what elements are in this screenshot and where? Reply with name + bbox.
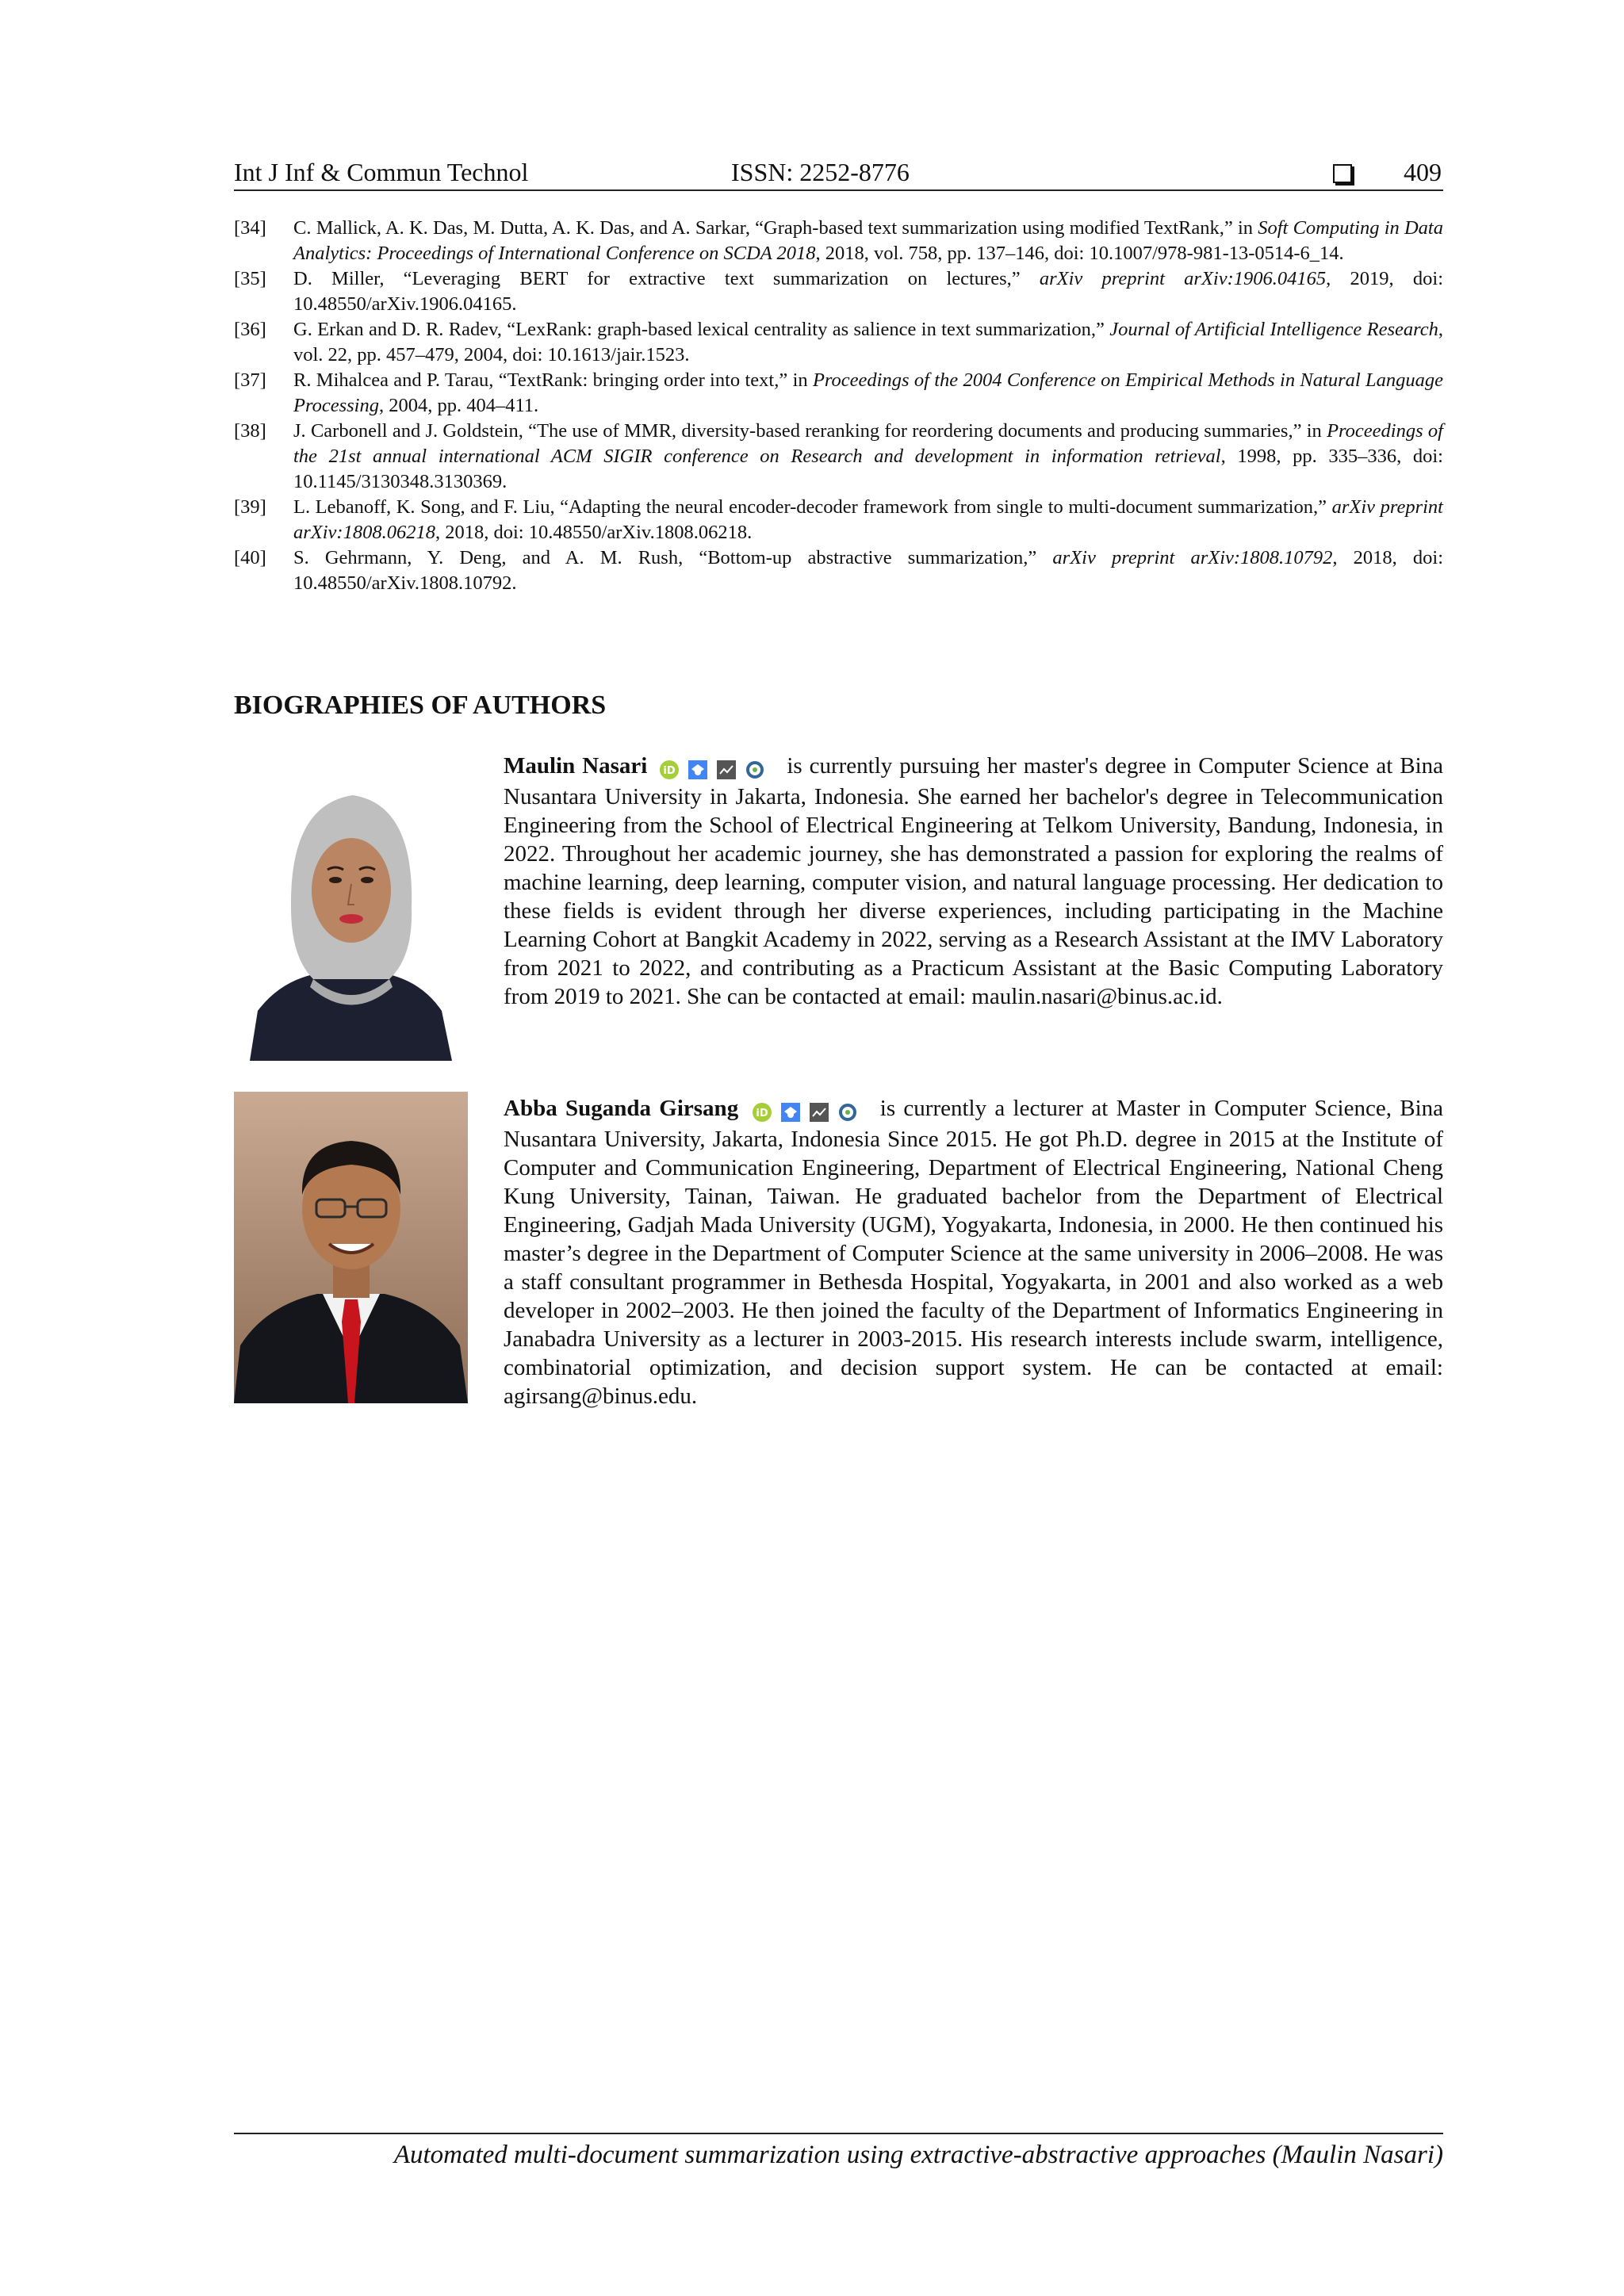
reference-number: [35] [234, 268, 266, 289]
reference-entry [234, 266, 1443, 317]
reference-text [293, 495, 1443, 545]
reference-segment: R. Mihalcea and P. Tarau, “TextRank: bringing order into text,” in [293, 369, 813, 391]
reference-text [293, 216, 1443, 266]
google-scholar-icon[interactable] [780, 1102, 801, 1123]
page-number: 409 [1404, 158, 1442, 186]
svg-text:iD: iD [755, 1108, 768, 1120]
reference-segment: D. Miller, “Leveraging BERT for extractive text summarization on lectures,” [293, 268, 1040, 289]
profile-badges [659, 754, 773, 783]
reference-entry [234, 317, 1443, 368]
reference-text [293, 266, 1443, 317]
orcid-icon[interactable] [659, 760, 680, 780]
issn: ISSN: 2252-8776 [731, 158, 910, 186]
biographies-heading: BIOGRAPHIES OF AUTHORS [234, 691, 607, 720]
reference-text [293, 317, 1443, 368]
svg-text:iD: iD [663, 765, 676, 778]
reference-number: [36] [234, 319, 266, 340]
author-name: Maulin Nasari [504, 753, 648, 779]
reference-segment: , vol. 22, pp. 457–479, 2004, doi: 10.1613/jair.1523. [293, 319, 1443, 365]
publons-icon[interactable] [745, 760, 765, 780]
checkbox-square-icon [1333, 164, 1352, 183]
author-photo-abba-suganda-girsang [234, 1092, 468, 1403]
reference-venue: arXiv preprint arXiv:1808.06218 [293, 496, 1443, 543]
reference-entry [234, 216, 1443, 266]
running-header [234, 155, 1443, 191]
reference-venue: Journal of Artificial Intelligence Research [1109, 319, 1438, 340]
reference-entry [234, 495, 1443, 545]
reference-text [293, 545, 1443, 596]
reference-segment: , 2004, pp. 404–411. [378, 395, 539, 416]
reference-venue: arXiv preprint arXiv:1906.04165 [1039, 268, 1327, 289]
reference-venue: Proceedings of the 2004 Conference on Empirical Methods in Natural Language Processing [293, 369, 1443, 416]
reference-entry [234, 368, 1443, 419]
bio-paragraph [504, 752, 1443, 1011]
reference-segment: , 2018, doi: 10.48550/arXiv.1808.10792. [293, 547, 1443, 594]
reference-segment: , 2018, doi: 10.48550/arXiv.1808.06218. [435, 522, 753, 543]
reference-segment: L. Lebanoff, K. Song, and F. Liu, “Adapting the neural encoder-decoder framework from single to multi-document summarization,” [293, 496, 1332, 518]
bio-body: is currently pursuing her master's degree in Computer Science at Bina Nusantara University in Jakarta, Indonesia. She earned her bachelor's degree in Telecommunication Engineering from the School of Electrical Engineering at Telkom University, Bandung, Indonesia, in 2022. Throughout her academic journey, she has demonstrated a passion for exploring the realms of machine learning, deep learning, computer vision, and natural language processing. Her dedication to these fields is evident through her diverse experiences, including participating in the Machine Learning Cohort at Bangkit Academy in 2022, serving as a Research Assistant at the IMV Laboratory from 2021 to 2022, and contributing as a Practicum Assistant at the Basic Computing Laboratory from 2019 to 2021. She can be contacted at email: maulin.nasari@binus.ac.id. [504, 753, 1444, 1009]
reference-number: [34] [234, 217, 266, 239]
reference-entry [234, 419, 1443, 495]
reference-number: [37] [234, 369, 266, 391]
reference-segment: , 1998, pp. 335–336, doi: 10.1145/3130348.3130369. [293, 446, 1443, 492]
orcid-icon[interactable] [752, 1102, 772, 1123]
reference-segment: , 2018, vol. 758, pp. 137–146, doi: 10.1007/978-981-13-0514-6_14. [815, 243, 1344, 264]
running-footer: Automated multi-document summarization using extractive-abstractive approaches (Maulin Nasari) [234, 2133, 1443, 2174]
reference-venue: Soft Computing in Data Analytics: Proceedings of International Conference on SCDA 2018 [293, 217, 1443, 264]
reference-text [293, 368, 1443, 419]
bio-body: is currently a lecturer at Master in Computer Science, Bina Nusantara University, Jakarta, Indonesia Since 2015. He got Ph.D. degree in 2015 at the Institute of Computer and Communication Engineering, Department of Electrical Engineering, National Cheng Kung University, Tainan, Taiwan. He graduated bachelor from the Department of Electrical Engineering, Gadjah Mada University (UGM), Yogyakarta, Indonesia, in 2000. He then continued his master’s degree in the Department of Computer Science at the same university in 2006–2008. He was a staff consultant programmer in Bethesda Hospital, Yogyakarta, in 2001 and also worked as a web developer in 2002–2003. He then joined the faculty of the Department of Informatics Engineering in Janabadra University as a lecturer in 2003-2015. His research interests include swarm, intelligence, combinatorial optimization, and decision support system. He can be contacted at email: agirsang@binus.edu. [504, 1096, 1444, 1409]
publons-icon[interactable] [837, 1102, 858, 1123]
reference-number: [40] [234, 547, 266, 568]
reference-text [293, 419, 1443, 495]
reference-segment: G. Erkan and D. R. Radev, “LexRank: graph-based lexical centrality as salience in text summarization,” [293, 319, 1110, 340]
google-scholar-icon[interactable] [688, 760, 708, 780]
reference-venue: arXiv preprint arXiv:1808.10792 [1052, 547, 1333, 568]
reference-segment: , 2019, doi: 10.48550/arXiv.1906.04165. [293, 268, 1443, 315]
reference-number: [38] [234, 420, 266, 442]
reference-venue: Proceedings of the 21st annual international ACM SIGIR conference on Research and development in information retrieval [293, 420, 1443, 467]
journal-name: Int J Inf & Commun Technol [234, 158, 529, 186]
bio-paragraph [504, 1094, 1443, 1410]
reference-segment: J. Carbonell and J. Goldstein, “The use of MMR, diversity-based reranking for reordering documents and producing summaries,” in [293, 420, 1327, 442]
scopus-icon[interactable] [809, 1102, 829, 1123]
scopus-icon[interactable] [716, 760, 737, 780]
author-photo-maulin-nasari [234, 749, 468, 1061]
reference-list [234, 216, 1443, 596]
reference-number: [39] [234, 496, 266, 518]
author-name: Abba Suganda Girsang [504, 1096, 739, 1121]
reference-entry [234, 545, 1443, 596]
profile-badges [752, 1096, 866, 1125]
reference-segment: C. Mallick, A. K. Das, M. Dutta, A. K. Das, and A. Sarkar, “Graph-based text summarization using modified TextRank,” in [293, 217, 1258, 239]
reference-segment: S. Gehrmann, Y. Deng, and A. M. Rush, “Bottom-up abstractive summarization,” [293, 547, 1053, 568]
